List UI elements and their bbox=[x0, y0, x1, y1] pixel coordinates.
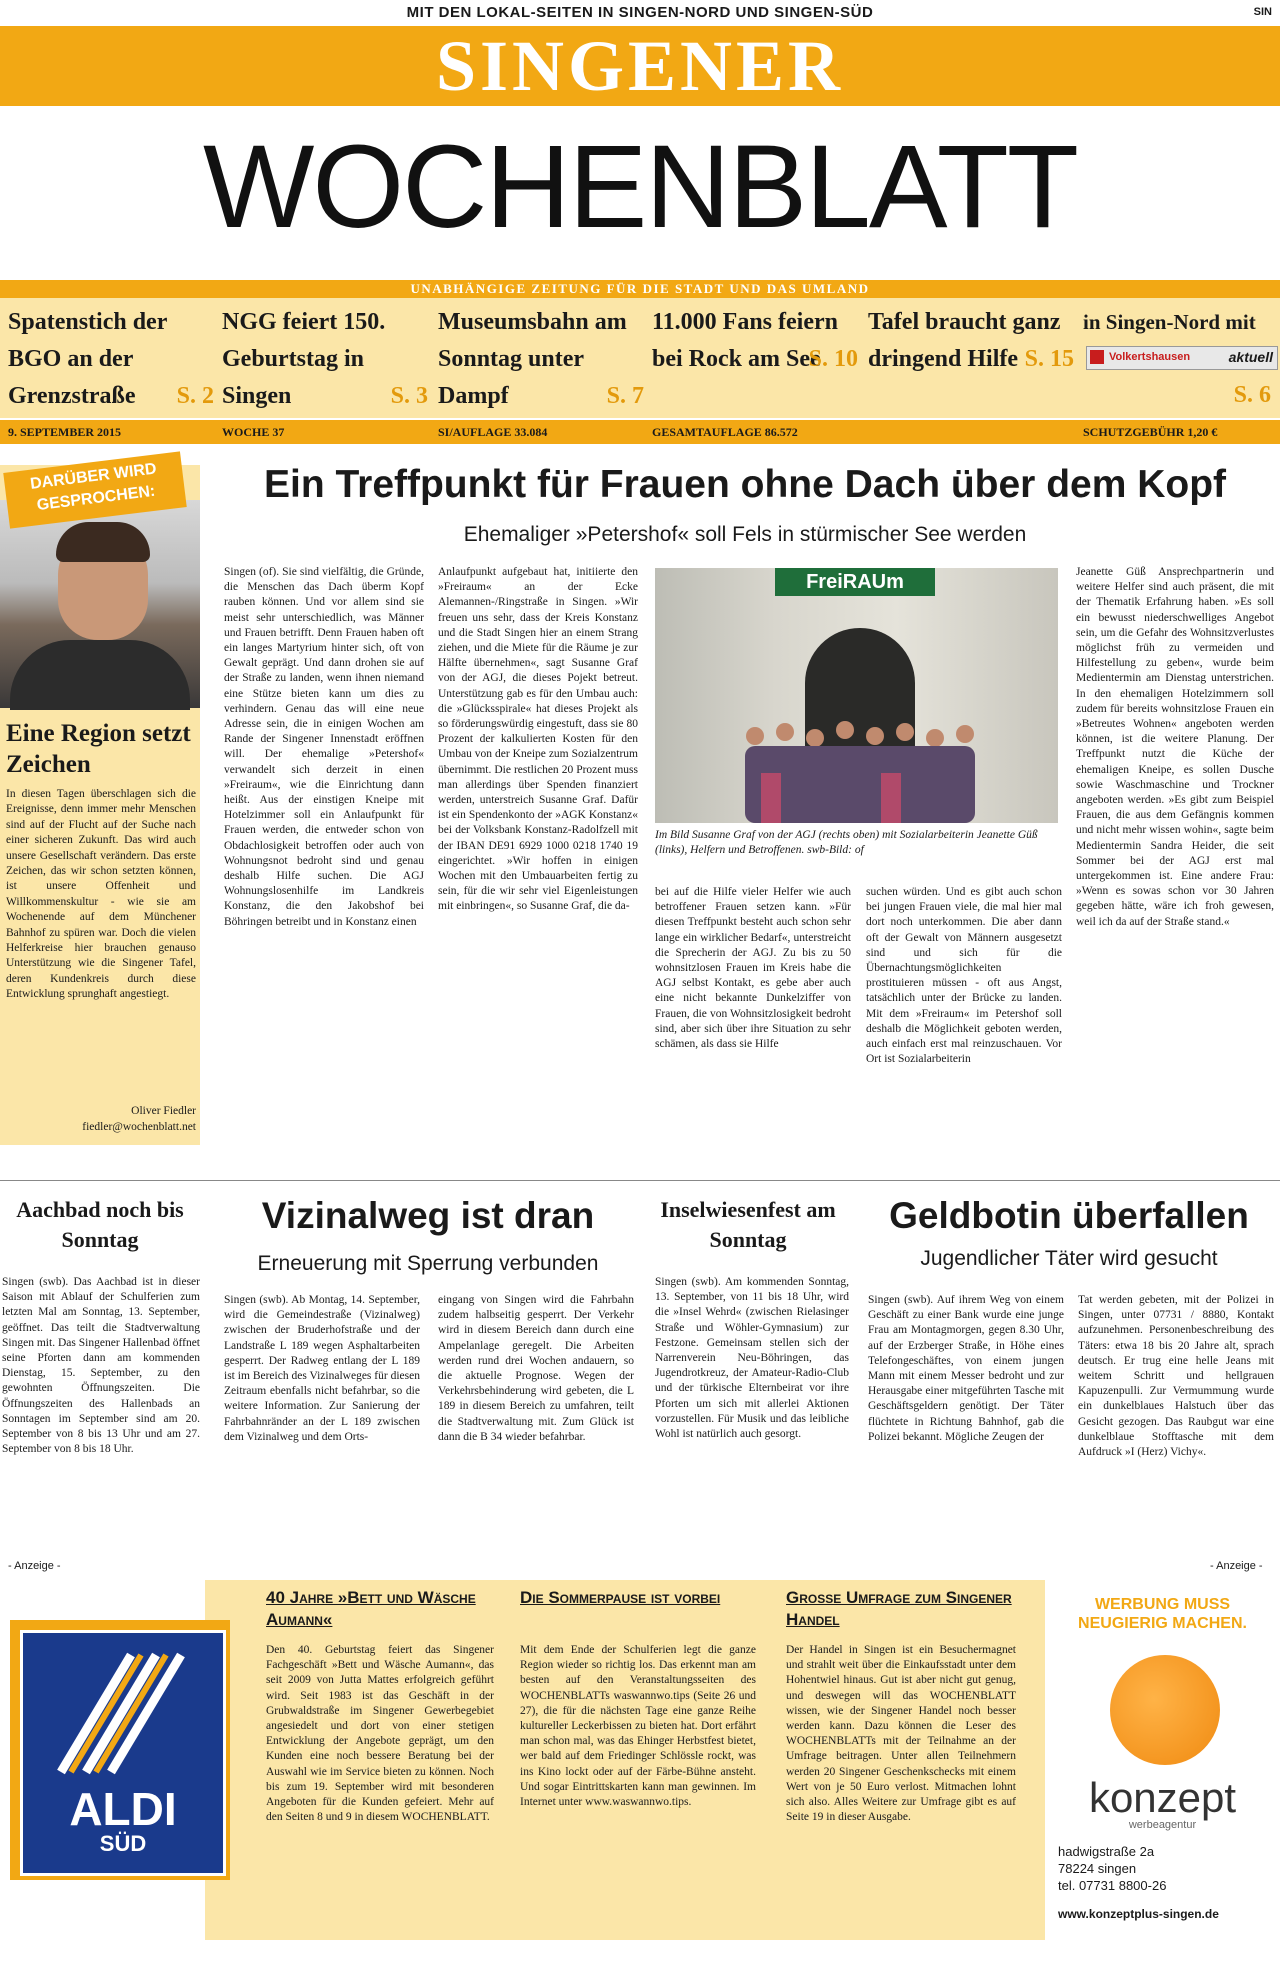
lead-col-2: Anlaufpunkt aufgebaut hat, initiierte den »Freiraum« an der Ecke Alemannen-/Ringstraße in Singen. »Wir freuen uns sehr, dass der Kreis Konstanz und die Stadt Singen hier an einem Strang ziehen, und die Miete für die Räume je zur Hälfte übernehmen«, sagt Susanne Graf von der AGJ, die dieses Pojekt betreut. Unterstützung gab es für den Umbau auch: die »Glücksspirale« hat dieses Projekt als so förderungswürdig eingestuft, dass sie 80 Prozent der kalkulierten Kosten für den Umbau von der Kneipe zum Sozialzentrum übernimmt. Die restlichen 20 Prozent muss man allerdings über Spenden finanziert werden, unterstreich Susanne Graf. Dafür ist ein Spendenkonto der »AGK Konstanz« bei der Volksbank Konstanz-Radolfzell mit der IBAN DE91 6929 1000 0218 1740 19 eingerichtet. »Wir hoffen in einigen Wochen mit den Umbauarbeiten fertig zu sein, für die wir sehr viel Eigenleistungen mit einbringen«, so Susanne Graf, die da- bbox=[438, 566, 638, 913]
inselwiesen-headline: Inselwiesenfest am Sonntag bbox=[660, 1197, 836, 1252]
konzept-url[interactable]: www.konzeptplus-singen.de bbox=[1058, 1907, 1219, 1921]
local-circulation: SI/AUFLAGE 33.084 bbox=[438, 425, 548, 439]
teaser-4[interactable] bbox=[652, 304, 862, 378]
lead-col-5: Jeanette Güß Ansprechpartnerin und weitere Helfer sind auch präsent, die mit der Thematik Erfahrung haben. »Es soll ein bewusst niederschwelliges Angebot sein, um die Gefahr des Wohnsitzverlustes möglichst früh zu vermeiden und Hilfestellung zu geben«, wurde beim Medientermin am Dienstag unterstrichen. In den ehemaligen Hotelzimmern soll zudem für bereits wohnsitzlose Frauen ein »Betreutes Wohnen« angeboten werden können, ist die weitere Planung. Der Treffpunkt nutzt die Küche der ehemaligen Kneipe, es sollen Dusche sowie Waschmaschine und Trockner angeboten werden. »Es gibt zum Beispiel Frauen, die aus dem Gefängnis kommen und nicht mehr wissen wohin«, sagte beim Medientermin Sandra Heider, die seit Sommer bei der AGJ erst mal untergekommen ist. Eine andere Frau: »Wenn es sowas schon vor 30 Jahren gegeben hätte, wäre ich froh gewesen, weil ich da auf der Straße stand.« bbox=[1076, 566, 1274, 928]
issue-date: 9. SEPTEMBER 2015 bbox=[8, 425, 122, 439]
geldbotin-subhead: Jugendlicher Täter wird gesucht bbox=[920, 1247, 1218, 1270]
teaser-2[interactable] bbox=[222, 304, 432, 415]
teaser-text: Museumsbahn am Sonntag unter Dampf bbox=[438, 309, 627, 409]
vizinal-col-2: eingang von Singen wird die Fahrbahn zudem halbseitig gesperrt. Der Verkehr wird in diesem Bereich dann durch eine Ampelanlage geregelt. Die Arbeiten werden rund drei Wochen andauern, so die aktuelle Prognose. Wegen der Verkehrsbehinderung wird gebeten, die L 189 in diesem Bereich zu umfahren, teilt die Stadtverwaltung mit. Zum Glück ist dann die B 34 wieder befahrbar. bbox=[438, 1294, 634, 1443]
teaser-text: NGG feiert 150. Geburtstag in Singen bbox=[222, 309, 386, 409]
teaser-page: S. 6 bbox=[1233, 382, 1271, 408]
commentary-signature bbox=[6, 1103, 196, 1135]
teaser-text: Spatenstich der BGO an der Grenzstraße bbox=[8, 309, 167, 409]
bottom-body-3: Der Handel in Singen ist ein Besuchermagnet und strahlt weit über die Einkaufsstadt unter dem Hohentwiel hinaus. Gut ist aber nicht gut genug, und deswegen will das WOCHENBLATT wissen, wie der Singener Handel noch besser werden kann. Dazu können die Leser des WOCHENBLATTs mit der Teilnahme an der Umfrage beitragen. Unter allen Teilnehmern werden 20 Singener Geschenkschecks mit einem Wert von je 50 Euro verlost. Mitmachen lohnt sich also. Alles Weitere zur Umfrage gibt es auf Seite 19 in dieser Ausgabe. bbox=[786, 1644, 1016, 1824]
lead-photo-caption: Im Bild Susanne Graf von der AGJ (rechts oben) mit Sozialarbeiterin Jeanette Güß (links), Helfern und Betroffenen. swb-Bild: of bbox=[655, 829, 1038, 856]
bottom-body-2: Mit dem Ende der Schulferien legt die ganze Region wieder so richtig los. Das erkennt man am besten auf den Veranstaltungsseiten des WOCHENBLATTs waswannwo.tips (Seite 26 und 27), die für die nächsten Tage eine ganze Reihe kultureller Leckerbissen zu bieten hat. Dort erfährt man schon mal, was das Ehinger Herbstfest bietet, wer bald auf dem Friedinger Schlössle rockt, was ins Kino lockt oder auf der Färbe-Bühne ansteht. Und sogar Eintrittskarten kann man gewinnen. Im Internet unter www.waswannwo.tips. bbox=[520, 1644, 756, 1809]
vizinal-subhead: Erneuerung mit Sperrung verbunden bbox=[257, 1252, 599, 1275]
teaser-page: S. 7 bbox=[606, 383, 644, 409]
aldi-region: SÜD bbox=[99, 1831, 147, 1856]
masthead-tagline: UNABHÄNGIGE ZEITUNG FÜR DIE STADT UND DAS UMLAND bbox=[0, 280, 1280, 298]
author-name: Oliver Fiedler bbox=[131, 1105, 196, 1117]
lead-col-3: bei auf die Hilfe vieler Helfer wie auch betroffener Frauen setzen kann. »Für diesen Treffpunkt besteht auch schon sehr lange ein wirklicher Bedarf«, unterstreicht die Sprecherin der AGJ. Zu bis zu 50 wohnsitzlosen Frauen im Kreis habe die AGJ selbst Kontakt, es gebe aber auch eine nicht bekannte Dunkelziffer von Frauen, die von Wohnsitzlosigkeit bedroht sind, aber sich über ihre Situation zu sehr schämen, als dass sie Hilfe bbox=[655, 886, 851, 1051]
geldbotin-headline: Geldbotin überfallen bbox=[889, 1195, 1249, 1236]
lead-col-4: suchen würden. Und es gibt auch schon bei jungen Frauen viele, die mal hier mal dort noch unterkommen. Die aber dann oft der Gewalt von Männern ausgesetzt sind und sich für die Übernachtungsmöglichkeiten prostituieren müssen - oft aus Angst, tatsächlich unter der Brücke zu landen. Mit dem »Freiraum« im Petershof soll deshalb die Möglichkeit geboten werden, auch einfach erst mal reinzuschauen. Vor Ort ist Sozialarbeiterin bbox=[866, 886, 1062, 1066]
masthead-topline: MIT DEN LOKAL-SEITEN IN SINGEN-NORD UND SINGEN-SÜD bbox=[406, 4, 874, 21]
teaser-page: S. 15 bbox=[1024, 346, 1074, 372]
aachbad-body: Singen (swb). Das Aachbad ist in dieser Saison mit Ablauf der Schulferien zum letzten Mal am Sonntag, 13. September, geöffnet. Das teilt die Stadtverwaltung Singen mit. Das Singener Hallenbad öffnet seine Pforten dann am kommenden Dienstag, 15. September, zu den gewohnten Öffnungszeiten. Die Öffnungszeiten des Hallenbads an Sonntagen im September sind am 20. September von 8 bis 13 Uhr und am 27. September von 8 bis 18 Uhr. bbox=[2, 1276, 200, 1456]
logo-text-aktuell: aktuell bbox=[1228, 349, 1273, 365]
author-email[interactable]: fiedler@wochenblatt.net bbox=[82, 1121, 196, 1133]
lead-headline: Ein Treffpunkt für Frauen ohne Dach über dem Kopf bbox=[263, 463, 1227, 506]
bottom-body-1: Den 40. Geburtstag feiert das Singener Fachgeschäft »Bett und Wäsche Aumann«, das seit 2009 von Jutta Mattes erfolgreich geführt wird. Seit 1983 ist das Geschäft in der Grubwaldstraße im Singener Gewerbegebiet angesiedelt und dort von einer stetigen Entwicklung der Angebote geprägt, um den Kunden eine noch bessere Beratung bei der Auswahl wie im Service bieten zu können. Noch bis zum 19. September wird mit besonderen Angeboten für die Kunden gefeiert. Mehr auf den Seiten 8 und 9 in diesem WOCHENBLATT. bbox=[266, 1644, 494, 1824]
section-divider bbox=[0, 1180, 1280, 1181]
masthead-name-top: SINGENER bbox=[435, 26, 845, 106]
geldbotin-col-1: Singen (swb). Auf ihrem Weg von einem Geschäft zu einer Bank wurde eine junge Frau am Montagmorgen, gegen 8.30 Uhr, auf der Erzberger Straße, in Höhe eines Telefongeschäftes, von einem jungen Mann mit einem Messer bedroht und zur Herausgabe einer mitgeführten Tasche mit Geschäftsgeldern genötigt. Der Täter flüchtete in Richtung Bahnhof, gab die Polizei bekannt. Mögliche Zeugen der bbox=[868, 1294, 1064, 1443]
konzept-logo: konzept bbox=[1088, 1774, 1237, 1821]
info-bar bbox=[0, 420, 1280, 444]
geldbotin-col-2: Tat werden gebeten, mit der Polizei in Singen, unter 07731 / 8880, Kontakt aufzunehmen. Personenbeschreibung des Täters: etwa 18 bis 20 Jahre alt, sprach deutsch. Er trug eine helle Jeans mit weitem Schritt und hellgrauen Kapuzenpulli. Zur Vermummung wurde ein dunkelblaues Halstuch über das Gesicht gezogen. Das Raubgut war eine dunkelblaue Stofftasche mit dem Aufdruck »I (Herz) Vichy«. bbox=[1078, 1294, 1274, 1459]
bottom-headline-3: Große Umfrage zum Singener Handel bbox=[786, 1588, 1012, 1629]
teaser-text: Tafel braucht ganz dringend Hilfe bbox=[868, 309, 1061, 372]
konzept-sub: werbeagentur bbox=[1128, 1819, 1197, 1831]
total-circulation: GESAMTAUFLAGE 86.572 bbox=[652, 425, 798, 439]
bottom-headline-1: 40 Jahre »Bett und Wäsche Aumann« bbox=[266, 1588, 476, 1629]
address-line: 78224 singen bbox=[1058, 1861, 1137, 1876]
teaser-page: S. 10 bbox=[808, 346, 858, 372]
vizinal-headline: Vizinalweg ist dran bbox=[261, 1195, 595, 1236]
author-photo bbox=[0, 500, 200, 708]
teaser-bar bbox=[0, 298, 1280, 418]
teaser-1[interactable] bbox=[8, 304, 218, 415]
phone: tel. 07731 8800-26 bbox=[1058, 1878, 1167, 1893]
aldi-name: ALDI bbox=[69, 1783, 177, 1835]
masthead-name-main: WOCHENBLATT bbox=[203, 121, 1077, 253]
teaser-page: S. 3 bbox=[390, 383, 428, 409]
lead-subhead: Ehemaliger »Petershof« soll Fels in stürmischer See werden bbox=[463, 523, 1027, 546]
freiraum-sign: FreiRAUm bbox=[775, 568, 935, 596]
konzept-address bbox=[1058, 1843, 1273, 1894]
aldi-ad[interactable] bbox=[10, 1620, 230, 1880]
teaser-5[interactable] bbox=[868, 304, 1078, 378]
teaser-text: in Singen-Nord mit bbox=[1083, 310, 1256, 334]
commentary-headline: Eine Region setzt Zeichen bbox=[6, 720, 191, 778]
commentary-body: In diesen Tagen überschlagen sich die Ereignisse, denn immer mehr Menschen sind auf der Flucht auf der Suche nach einer sicheren Zukunft. Das wird auch unsere Gesellschaft verändern. Das erste Zeichen, das wir schon setzten können, ist unsere Offenheit und Willkommenskultur - wie sie am Wochenende auf dem Münchener Bahnhof zu spüren war. Doch die vielen Helferkreise hier brauchen genauso Unterstützung wie die Singener Tafel, deren Kundenkreis durch diese Entwicklung sprunghaft angestiegt. bbox=[6, 788, 196, 1001]
aachbad-headline: Aachbad noch bis Sonntag bbox=[16, 1197, 184, 1252]
lead-photo bbox=[655, 568, 1058, 823]
teaser-page: S. 2 bbox=[176, 383, 214, 409]
orange-icon bbox=[1110, 1655, 1220, 1765]
inselwiesen-body: Singen (swb). Am kommenden Sonntag, 13. September, von 11 bis 18 Uhr, wird die »Insel Wehrd« (zwischen Rielasinger Straße und Wöhler-Gymnasium) zur Festzone. Gemeinsam stellen sich der Narrenverein Neu-Böhringen, das Jugendrotkreuz, der Amateur-Radio-Club und der türkische Elternbeirat vor ihre Pforten um sich mit allerlei Aktionen vorzustellen. Für Musik und das leibliche Wohl ist natürlich auch gesorgt. bbox=[655, 1276, 849, 1441]
konzept-slogan: WERBUNG MUSS NEUGIERIG MACHEN. bbox=[1078, 1596, 1247, 1632]
price: SCHUTZGEBÜHR 1,20 € bbox=[1083, 425, 1218, 439]
volkertshausen-logo bbox=[1086, 346, 1278, 370]
lead-col-1: Singen (of). Sie sind vielfältig, die Gründe, die Menschen das Dach überm Kopf rauben können. Und vor allem sind sie meist sehr unterschiedlich, was Männer und Frauen betrifft. Denn Frauen haben oft ein langes Martyrium hinter sich, oft von Gewalt geprägt. Und dann drohen sie auf der Straße zu landen, wenn ihnen niemand eine Stütze bieten kann um dies zu verhindern. Genau das will eine neue Adresse sein, die in einigen Wochen am Rande der Singener Innenstadt eröffnen will. Der ehemalige »Petershof« verwandelt sich derzeit in einen »Freiraum«, wie die Einrichtung dann heißt. Aus der einstigen Kneipe mit Hotelzimmer soll ein Anlaufpunkt für Frauen werden, die entweder schon von Obdachlosigkeit betroffen oder auch von Wohnungsnot bedroht sind und genau deshalb Hilfe suchen. Die AGJ Wohnungslosenhilfe im Landkreis Konstanz, die den Jakobshof bei Böhringen betreibt und in Konstanz einen bbox=[224, 566, 424, 928]
address-line: hadwigstraße 2a bbox=[1058, 1844, 1155, 1859]
edition-code: SIN bbox=[1253, 6, 1272, 18]
bottom-headline-2: Die Sommerpause ist vorbei bbox=[520, 1588, 721, 1607]
konzept-ad[interactable] bbox=[1050, 1585, 1275, 1930]
logo-mark-icon bbox=[1090, 350, 1104, 364]
commentary-badge: DARÜBER WIRD GESPROCHEN: bbox=[3, 451, 186, 528]
teaser-3[interactable] bbox=[438, 304, 648, 415]
anzeige-label: - Anzeige - bbox=[8, 1560, 61, 1572]
anzeige-label-right: - Anzeige - bbox=[1210, 1560, 1263, 1572]
issue-week: WOCHE 37 bbox=[222, 425, 285, 439]
aldi-logo-icon bbox=[41, 1647, 205, 1777]
vizinal-col-1: Singen (swb). Ab Montag, 14. September, wird die Gemeindestraße (Vizinalweg) zwischen der Bruderhofstraße und der Landstraße L 189 wegen Asphaltarbeiten gesperrt. Der Radweg entlang der L 189 ist im Bereich des Vizinalweges für diesen Zeitraum ebenfalls nicht befahrbar, so die weitere Information. Zur Sanierung der Fahrbahnränder an der L 189 zwischen dem Vizinalweg und dem Orts- bbox=[224, 1294, 420, 1443]
teaser-text: 11.000 Fans feiern bei Rock am See bbox=[652, 309, 838, 372]
logo-text: Volkertshausen bbox=[1109, 351, 1191, 363]
